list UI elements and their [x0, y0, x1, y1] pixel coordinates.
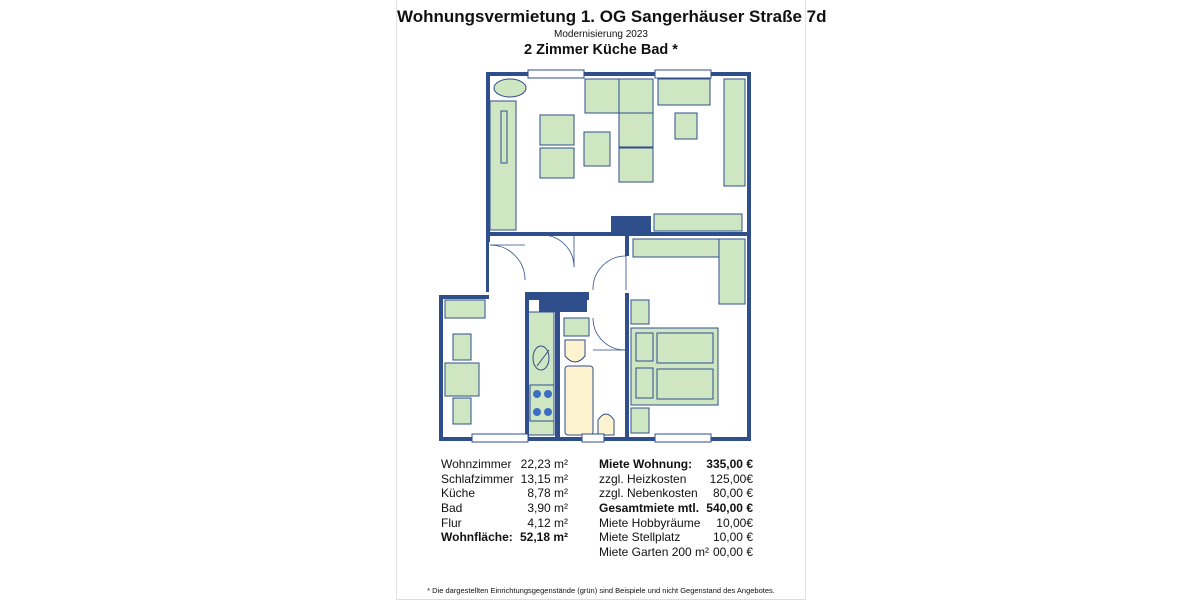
door-swing-kitchen — [490, 245, 525, 280]
area-row-label: Wohnfläche: — [441, 530, 513, 545]
living-room-desk-2 — [619, 148, 653, 182]
footnote: * Die dargestellten Einrichtungsgegenstände (grün) sind Beispiele und nicht Gegenstand des Angebotes. — [427, 586, 775, 595]
page-title: Wohnungsvermietung 1. OG Sangerhäuser Straße 7d — [397, 7, 827, 26]
rent-row-label: Gesamtmiete mtl. — [599, 501, 700, 516]
living-room-armchair-1 — [540, 115, 574, 145]
door-swing-bath — [593, 318, 625, 350]
wall-outer-left-upper — [486, 72, 490, 242]
rent-row-label: zzgl. Heizkosten — [599, 471, 687, 486]
area-row-value: 52,18 m² — [519, 530, 568, 545]
rent-row-label: Miete Hobbyräume — [599, 515, 701, 530]
area-row-label: Küche — [441, 486, 476, 501]
kitchen-stove — [530, 385, 554, 421]
area-row — [441, 501, 568, 516]
wall-outer-left-lower — [439, 295, 443, 441]
living-room-shelf-2 — [619, 79, 653, 113]
wall-chimney — [539, 292, 587, 312]
rent-row-value: 125,00€ — [709, 471, 753, 486]
bedroom-mattress-1 — [657, 333, 713, 363]
rent-row-label: Miete Stellplatz — [599, 530, 681, 545]
area-row-label: Bad — [441, 501, 463, 516]
bedroom-wardrobe-side — [719, 239, 745, 304]
area-row — [441, 457, 568, 472]
wall-bedroom-left — [625, 232, 629, 256]
bedroom-mattress-2 — [657, 369, 713, 399]
bath-toilet — [598, 414, 614, 435]
area-row — [441, 516, 568, 531]
living-room-sofa — [490, 101, 516, 230]
stove-burner-icon — [533, 390, 541, 398]
rent-row-value: 10,00€ — [716, 515, 753, 530]
rent-row-value: 540,00 € — [706, 501, 753, 516]
floor-plan — [397, 0, 827, 450]
bedroom-wardrobe-top — [633, 239, 719, 257]
document-page — [396, 0, 827, 600]
area-row-value: 13,15 m² — [520, 471, 568, 486]
page-subtitle: Modernisierung 2023 — [554, 29, 648, 40]
living-room-table — [494, 79, 526, 97]
door-swing-living — [542, 235, 574, 267]
bath-washbasin — [565, 340, 585, 362]
rent-row-label: Miete Wohnung: — [599, 457, 693, 471]
living-room-wardrobe — [724, 79, 745, 186]
rent-row — [599, 545, 753, 560]
rent-row — [599, 457, 753, 472]
door-swing-bedroom — [593, 256, 626, 290]
area-row — [441, 472, 568, 487]
rent-row-label: zzgl. Nebenkosten — [599, 486, 698, 501]
area-row-label: Schlafzimmer — [441, 471, 514, 486]
room-summary: 2 Zimmer Küche Bad * — [524, 42, 678, 58]
living-room-desk-1 — [619, 113, 653, 147]
bedroom-pillow-1 — [636, 333, 653, 361]
bath-cabinet — [564, 318, 589, 336]
area-row — [441, 530, 568, 545]
area-row-label: Flur — [441, 515, 462, 530]
rent-row-value: 10,00 € — [712, 530, 753, 545]
living-room-shelf-1 — [585, 79, 619, 113]
kitchen-cabinet-2 — [453, 398, 471, 424]
living-room-cabinet — [658, 79, 710, 105]
wall-radiator-niche — [611, 216, 651, 234]
kitchen-table — [445, 363, 479, 396]
area-table — [441, 457, 568, 545]
bedroom-nightstand — [631, 300, 649, 324]
rent-row-value: 80,00 € — [712, 486, 753, 501]
wall-outer-right — [747, 72, 751, 441]
kitchen-cabinet-1 — [453, 334, 471, 360]
living-room-tv-board — [654, 214, 742, 231]
living-room-side-table — [584, 132, 610, 166]
window-bedroom — [655, 434, 711, 442]
rent-row-label: Miete Garten 200 m² — [599, 545, 710, 560]
window-living-1 — [528, 70, 584, 78]
stove-burner-icon — [533, 408, 541, 416]
window-living-2 — [655, 70, 711, 78]
rent-row-value: 00,00 € — [712, 545, 753, 560]
window-bath — [582, 434, 604, 442]
wall-kitchen-top — [439, 295, 489, 299]
bedroom-dresser — [631, 408, 649, 433]
wall-bath-right — [625, 293, 629, 441]
rent-table — [599, 457, 753, 560]
area-row-value: 4,12 m² — [527, 515, 568, 530]
rent-row — [599, 472, 753, 487]
stove-burner-icon — [544, 408, 552, 416]
rent-row — [599, 530, 753, 545]
rent-row — [599, 516, 753, 531]
bath-fixtures — [565, 340, 614, 435]
area-row-value: 22,23 m² — [520, 457, 568, 471]
rent-row — [599, 501, 753, 516]
wall-bath-left — [555, 312, 560, 441]
rent-row — [599, 486, 753, 501]
area-row-value: 8,78 m² — [527, 486, 568, 501]
kitchen-counter-top — [445, 300, 485, 318]
living-room-armchair-2 — [540, 148, 574, 178]
window-kitchen — [472, 434, 528, 442]
area-row — [441, 486, 568, 501]
bedroom-pillow-2 — [636, 368, 653, 398]
wall-hall-left — [486, 232, 489, 292]
stove-burner-icon — [544, 390, 552, 398]
area-row-value: 3,90 m² — [527, 501, 568, 516]
rent-row-value: 335,00 € — [706, 457, 753, 471]
area-row-label: Wohnzimmer — [441, 457, 512, 471]
bath-tub — [565, 366, 593, 435]
wall-kitchen-right — [525, 292, 529, 441]
living-room-plant — [675, 113, 697, 139]
